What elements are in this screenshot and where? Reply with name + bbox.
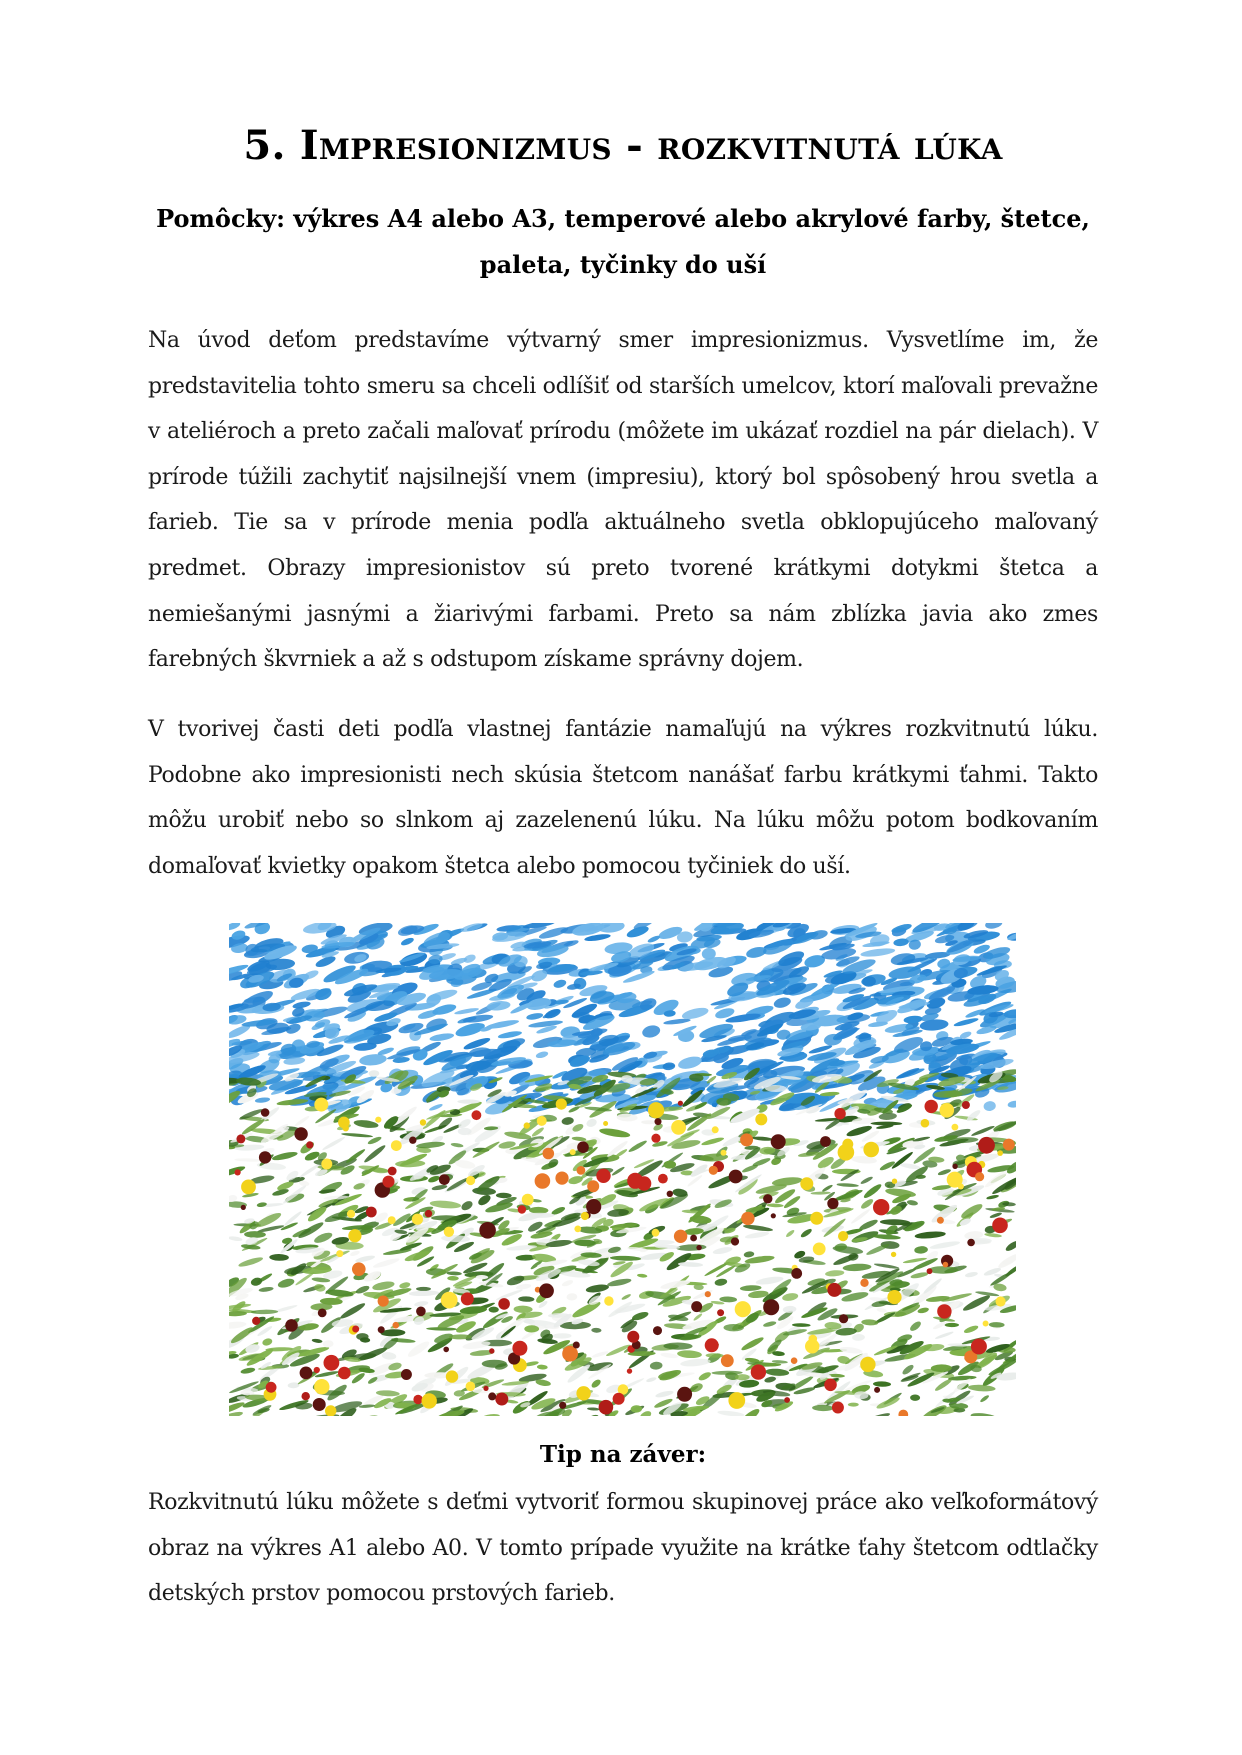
- materials-subtitle: Pomôcky: výkres A4 alebo A3, temperové alebo akrylové farby, štetce, paleta, tyčinky do uší: [156, 204, 1090, 279]
- flower-dot: [996, 1296, 1006, 1306]
- flower-dot: [820, 1136, 831, 1147]
- flower-dot: [338, 1367, 351, 1380]
- flower-dot: [741, 1212, 754, 1225]
- flower-dot: [343, 1125, 349, 1131]
- flower-dot: [472, 1110, 482, 1120]
- flower-dot: [259, 1151, 271, 1163]
- flower-dot: [721, 1150, 727, 1156]
- flower-dot: [791, 1357, 798, 1364]
- grass-stroke: [928, 1266, 958, 1274]
- flower-dot: [347, 1210, 355, 1218]
- flower-dot: [824, 1379, 837, 1392]
- flower-dot: [559, 1402, 566, 1409]
- flower-dot: [975, 1172, 984, 1181]
- flower-dot: [658, 1174, 668, 1184]
- flower-dot: [483, 1386, 488, 1391]
- flower-dot: [978, 1137, 995, 1154]
- flower-dot: [586, 1199, 601, 1214]
- flower-dot: [420, 1119, 426, 1125]
- flower-dot: [512, 1341, 527, 1356]
- flower-dot: [892, 1179, 897, 1184]
- flower-dot: [958, 1184, 964, 1190]
- flower-dot: [425, 1210, 432, 1217]
- flower-dot: [937, 1217, 944, 1224]
- flower-dot: [667, 1191, 673, 1197]
- flower-dot: [388, 1216, 396, 1224]
- flower-dot: [721, 1354, 734, 1367]
- flower-dot: [444, 1227, 454, 1237]
- grass-stroke: [416, 1287, 431, 1291]
- flower-dot: [422, 1393, 437, 1408]
- flower-dot: [393, 1322, 400, 1329]
- flower-dot: [921, 1119, 930, 1128]
- flower-dot: [827, 1198, 838, 1209]
- flower-dot: [524, 1122, 530, 1128]
- flower-dot: [891, 1252, 896, 1257]
- flower-dot: [690, 1235, 697, 1242]
- flower-dot: [927, 1268, 933, 1274]
- flower-dot: [691, 1301, 702, 1312]
- flower-dot: [637, 1176, 651, 1190]
- flower-dot: [873, 1199, 889, 1215]
- activity-paragraph: V tvorivej časti deti podľa vlastnej fantázie namaľujú na výkres rozkvitnutú lúku. Podobne ako impresionisti nech skúsia štetcom nanášať farbu krátkymi ťahmi. Takto môžu urobiť nebo so slnkom aj zazelenenú lúku. Na lúku môžu potom bodkovaním domaľovať kvietky opakom štetca alebo pomocou tyčiniek do uší.: [148, 717, 1098, 879]
- flower-dot: [241, 1180, 256, 1195]
- flower-dot: [648, 1102, 664, 1118]
- flower-dot: [518, 1205, 526, 1213]
- flower-dot: [709, 1166, 718, 1175]
- flower-dot: [599, 1400, 614, 1415]
- flower-dot: [839, 1314, 848, 1323]
- flower-dot: [321, 1159, 332, 1170]
- flower-dot: [378, 1326, 385, 1333]
- flower-dot: [887, 1290, 901, 1304]
- flower-dot: [378, 1296, 389, 1307]
- flower-dot: [570, 1149, 576, 1155]
- flower-dot: [997, 1150, 1003, 1156]
- grass-stroke: [524, 1325, 539, 1332]
- flower-dot: [962, 1101, 970, 1109]
- flower-dot: [705, 1338, 719, 1352]
- flower-dot: [314, 1367, 320, 1373]
- flower-dot: [943, 1262, 949, 1268]
- flower-dot: [763, 1299, 779, 1315]
- flower-dot: [731, 1237, 739, 1245]
- flower-dot: [992, 1218, 1008, 1234]
- flower-dot: [717, 1309, 724, 1316]
- flower-dot: [653, 1326, 662, 1335]
- flower-dot: [522, 1194, 534, 1206]
- flower-dot: [479, 1222, 496, 1239]
- flower-dot: [574, 1226, 581, 1233]
- flower-dot: [498, 1298, 510, 1310]
- flower-dot: [314, 1098, 328, 1112]
- flower-dot: [439, 1174, 450, 1185]
- flower-dot: [838, 1231, 848, 1241]
- flower-dot: [352, 1262, 366, 1276]
- flower-dot: [576, 1386, 590, 1400]
- flower-dot: [712, 1126, 719, 1133]
- flower-dot: [983, 1321, 989, 1327]
- flower-dot: [266, 1382, 277, 1393]
- flower-dot: [740, 1133, 753, 1146]
- flower-dot: [791, 1268, 802, 1279]
- flower-dot: [860, 1279, 868, 1287]
- flower-dot: [596, 1169, 610, 1183]
- page-title: 5. Impresionizmus - rozkvitnutá lúka: [243, 122, 1003, 169]
- flower-dot: [652, 1229, 660, 1237]
- flower-dot: [401, 1369, 412, 1380]
- flower-dot: [466, 1176, 475, 1185]
- flower-dot: [261, 1108, 270, 1117]
- flower-dot: [388, 1167, 397, 1176]
- meadow-painting-image: [229, 923, 1016, 1416]
- flower-dot: [967, 1239, 975, 1247]
- flower-dot: [784, 1397, 790, 1403]
- flower-dot: [285, 1319, 298, 1332]
- flower-dot: [577, 1141, 589, 1153]
- flower-dot: [573, 1342, 580, 1349]
- flower-dot: [809, 1335, 818, 1344]
- flower-dot: [678, 1101, 683, 1106]
- flower-dot: [537, 1116, 547, 1126]
- flower-dot: [627, 1331, 639, 1343]
- intro-paragraph: Na úvod deťom predstavíme výtvarný smer impresionizmus. Vysvetlíme im, že predstavitelia tohto smeru sa chceli odlíšiť od starších umelcov, ktorí maľovali prevažne v ateliéroch a preto začali maľovať prírodu (môžete im ukázať rozdiel na pár dielach). V prírode túžili zachytiť najsilnejší vnem (impresiu), ktorý bol spôsobený hrou svetla a farieb. Tie sa v prírode menia podľa aktuálneho svetla obklopujúceho maľovaný predmet. Obrazy impresionistov sú preto tvorené krátkymi dotykmi štetca a nemiešanými jasnými a žiarivými farbami. Preto sa nám zblízka javia ako zmes farebných škvrniek a až s odstupom získame správny dojem.: [148, 328, 1098, 673]
- flower-dot: [446, 1370, 458, 1382]
- flower-dot: [771, 1213, 776, 1218]
- grass-stroke: [489, 1307, 499, 1313]
- flower-dot: [383, 1176, 395, 1188]
- flower-dot: [556, 1099, 567, 1110]
- flower-dot: [318, 1309, 327, 1318]
- flower-dot: [651, 1134, 660, 1143]
- flower-dot: [925, 1100, 938, 1113]
- flower-dot: [874, 1387, 880, 1393]
- flower-dot: [466, 1382, 476, 1392]
- flower-dot: [348, 1229, 361, 1242]
- flower-dot: [443, 1347, 449, 1353]
- flower-dot: [940, 1103, 955, 1118]
- flower-dot: [581, 1212, 589, 1220]
- flower-dot: [412, 1214, 423, 1225]
- grass-stroke: [848, 1403, 859, 1407]
- flower-dot: [352, 1326, 359, 1333]
- flower-dot: [375, 1117, 381, 1123]
- tip-paragraph: Rozkvitnutú lúku môžete s deťmi vytvoriť formou skupinovej práce ako veľkoformátový obraz na výkres A1 alebo A0. V tomto prípade využite na krátke ťahy štetcom odtlačky detských prstov pomocou prstových farieb.: [148, 1490, 1098, 1607]
- flower-dot: [336, 1250, 343, 1257]
- flower-dot: [728, 1392, 745, 1409]
- flower-dot: [495, 1393, 508, 1406]
- flower-dot: [613, 1393, 625, 1405]
- flower-dot: [409, 1137, 416, 1144]
- flower-dot: [543, 1148, 555, 1160]
- flower-dot: [832, 1402, 844, 1414]
- flower-dot: [489, 1348, 494, 1353]
- flower-dot: [860, 1357, 875, 1372]
- flower-dot: [603, 1121, 608, 1126]
- flower-dot: [677, 1387, 692, 1402]
- flower-dot: [413, 1395, 422, 1404]
- grass-stroke: [457, 1100, 480, 1104]
- flower-dot: [813, 1243, 826, 1256]
- flower-dot: [604, 1296, 613, 1305]
- tip-heading: Tip na záver:: [539, 1441, 707, 1468]
- flower-dot: [827, 1283, 841, 1297]
- flower-dot: [236, 1134, 245, 1143]
- flower-dot: [937, 1304, 951, 1318]
- flower-dot: [416, 1307, 426, 1317]
- flower-dot: [324, 1355, 340, 1371]
- flower-dot: [863, 1142, 879, 1158]
- flower-dot: [539, 1283, 554, 1298]
- flower-dot: [535, 1173, 551, 1189]
- flower-dot: [314, 1379, 329, 1394]
- flower-dot: [313, 1398, 326, 1411]
- flower-dot: [735, 1301, 751, 1317]
- flower-dot: [755, 1113, 767, 1125]
- flower-dot: [952, 1164, 957, 1169]
- flower-dot: [705, 1291, 711, 1297]
- flower-dot: [729, 1170, 743, 1184]
- flower-dot: [952, 1124, 959, 1131]
- meadow-painting-svg: [229, 923, 1016, 1416]
- flower-dot: [306, 1141, 313, 1148]
- flower-dot: [555, 1172, 568, 1185]
- flower-dot: [842, 1139, 853, 1150]
- flower-dot: [302, 1392, 310, 1400]
- flower-dot: [294, 1127, 307, 1140]
- flower-dot: [674, 1230, 687, 1243]
- flower-dot: [671, 1120, 686, 1135]
- flower-dot: [587, 1180, 599, 1192]
- flower-dot: [241, 1205, 246, 1210]
- flower-dot: [763, 1194, 772, 1203]
- flower-dot: [391, 1140, 402, 1151]
- flower-dot: [655, 1118, 662, 1125]
- flower-dot: [810, 1212, 823, 1225]
- flower-dot: [834, 1108, 845, 1119]
- flower-dot: [800, 1177, 813, 1190]
- flower-dot: [441, 1292, 458, 1309]
- flower-dot: [771, 1134, 786, 1149]
- flower-dot: [971, 1339, 987, 1355]
- flower-dot: [300, 1367, 313, 1380]
- flower-dot: [235, 1169, 241, 1175]
- flower-dot: [252, 1317, 260, 1325]
- flower-dot: [1003, 1139, 1015, 1151]
- flower-dot: [461, 1292, 474, 1305]
- flower-dot: [696, 1245, 701, 1250]
- flower-dot: [751, 1364, 766, 1379]
- flower-dot: [577, 1166, 586, 1175]
- flower-dot: [366, 1207, 377, 1218]
- flower-dot: [627, 1368, 632, 1373]
- flower-dot: [488, 1392, 496, 1400]
